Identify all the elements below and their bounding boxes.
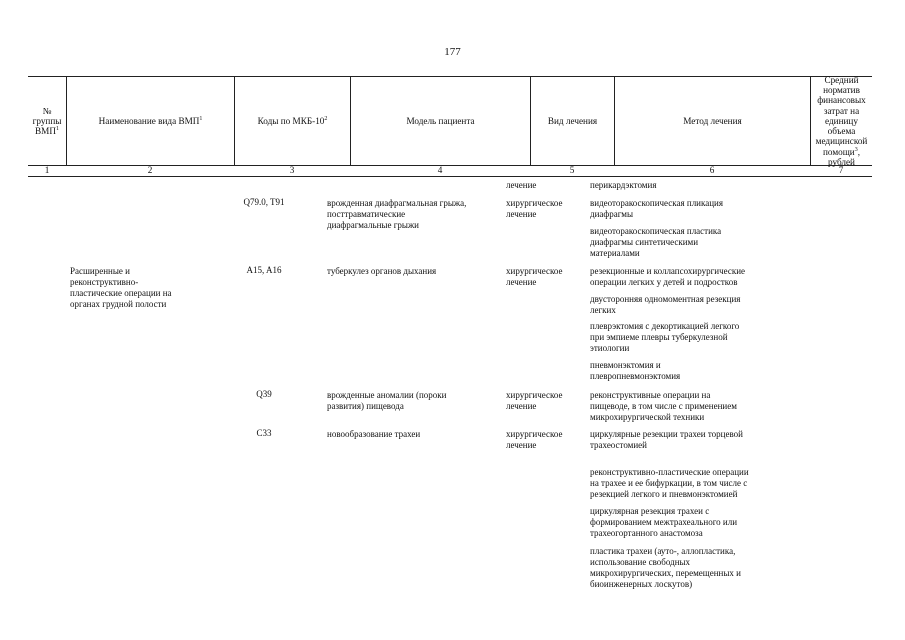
treatment-type: хирургическое лечение [506,390,563,411]
icd-code: Q39 [256,389,272,399]
header-text: Средний норматив финансовых затрат на единицу объема медицинской помощи [815,74,868,157]
footnote-mark: 2 [324,115,328,122]
header-text: Вид лечения [547,115,598,126]
column-number: 1 [44,165,50,175]
column-number: 4 [437,165,443,175]
treatment-method: циркулярные резекции трахеи торцевой трахеостомией [590,429,743,450]
treatment-method: двусторонняя одномоментная резекция легких [590,294,741,315]
treatment-method: пневмонэктомия и плевропневмонэктомия [590,360,681,381]
footnote-mark: 3 [854,146,858,153]
header-text: Наименование вида ВМП [98,115,200,126]
header-text: Модель пациента [406,115,475,126]
treatment-type: хирургическое лечение [506,198,563,219]
column-number-row [28,164,872,177]
header-patient-model [350,77,530,165]
treatment-method: реконструктивно-пластические операции на трахее и ее бифуркации, в том числе с резекцией легкого и пневмонэктомией [590,467,749,499]
column-number: 2 [147,165,153,175]
icd-code: A15, A16 [246,265,282,275]
treatment-method: перикардэктомия [590,180,657,190]
treatment-method: пластика трахеи (ауто-, аллопластика, использование свободных микрохирургических, перемещенных и биоинженерных лоскутов) [590,546,741,589]
treatment-type: хирургическое лечение [506,266,563,287]
column-number: 6 [709,165,715,175]
header-text: , рублей [828,146,861,168]
header-vmp-name [66,77,234,165]
treatment-method: плеврэктомия с декортикацией легкого при эмпиеме плевры туберкулезной этиологии [590,321,740,353]
header-text: № группы ВМП [32,105,62,137]
table-header [28,76,872,166]
header-text: Метод лечения [683,115,742,126]
header-group-number [28,77,66,165]
header-cost-norm [810,74,872,168]
treatment-type: лечение [506,180,537,190]
page-number: 177 [444,46,461,58]
treatment-method: видеоторакоскопическая пликация диафрагмы [590,198,724,219]
icd-code: C33 [256,428,272,438]
treatment-method: реконструктивные операции на пищеводе, в том числе с применением микрохирургической техники [590,390,737,422]
treatment-type: хирургическое лечение [506,429,563,450]
header-icd-codes [234,77,350,165]
patient-model: новообразование трахеи [327,429,421,439]
patient-model: врожденные аномалии (пороки развития) пищевода [327,390,447,411]
column-number: 7 [838,165,844,175]
footnote-mark: 1 [199,115,203,122]
column-number: 5 [569,165,575,175]
patient-model: туберкулез органов дыхания [327,266,437,276]
icd-code: Q79.0, T91 [243,197,285,207]
header-treatment-type [530,77,614,165]
patient-model: врожденная диафрагмальная грыжа, посттравматические диафрагмальные грыжи [327,198,467,230]
header-treatment-method [614,77,810,165]
treatment-method: циркулярная резекция трахеи с формированием межтрахеального или трахеогортанного анастомоза [590,506,738,538]
footnote-mark: 1 [55,126,59,133]
vmp-name: Расширенные и реконструктивно- пластические операции на органах грудной полости [70,266,172,309]
treatment-method: резекционные и коллапсохирургические операции легких у детей и подростков [590,266,746,287]
header-text: Коды по МКБ-10 [257,115,325,126]
treatment-method: видеоторакоскопическая пластика диафрагмы синтетическими материалами [590,226,722,258]
column-number: 3 [289,165,295,175]
